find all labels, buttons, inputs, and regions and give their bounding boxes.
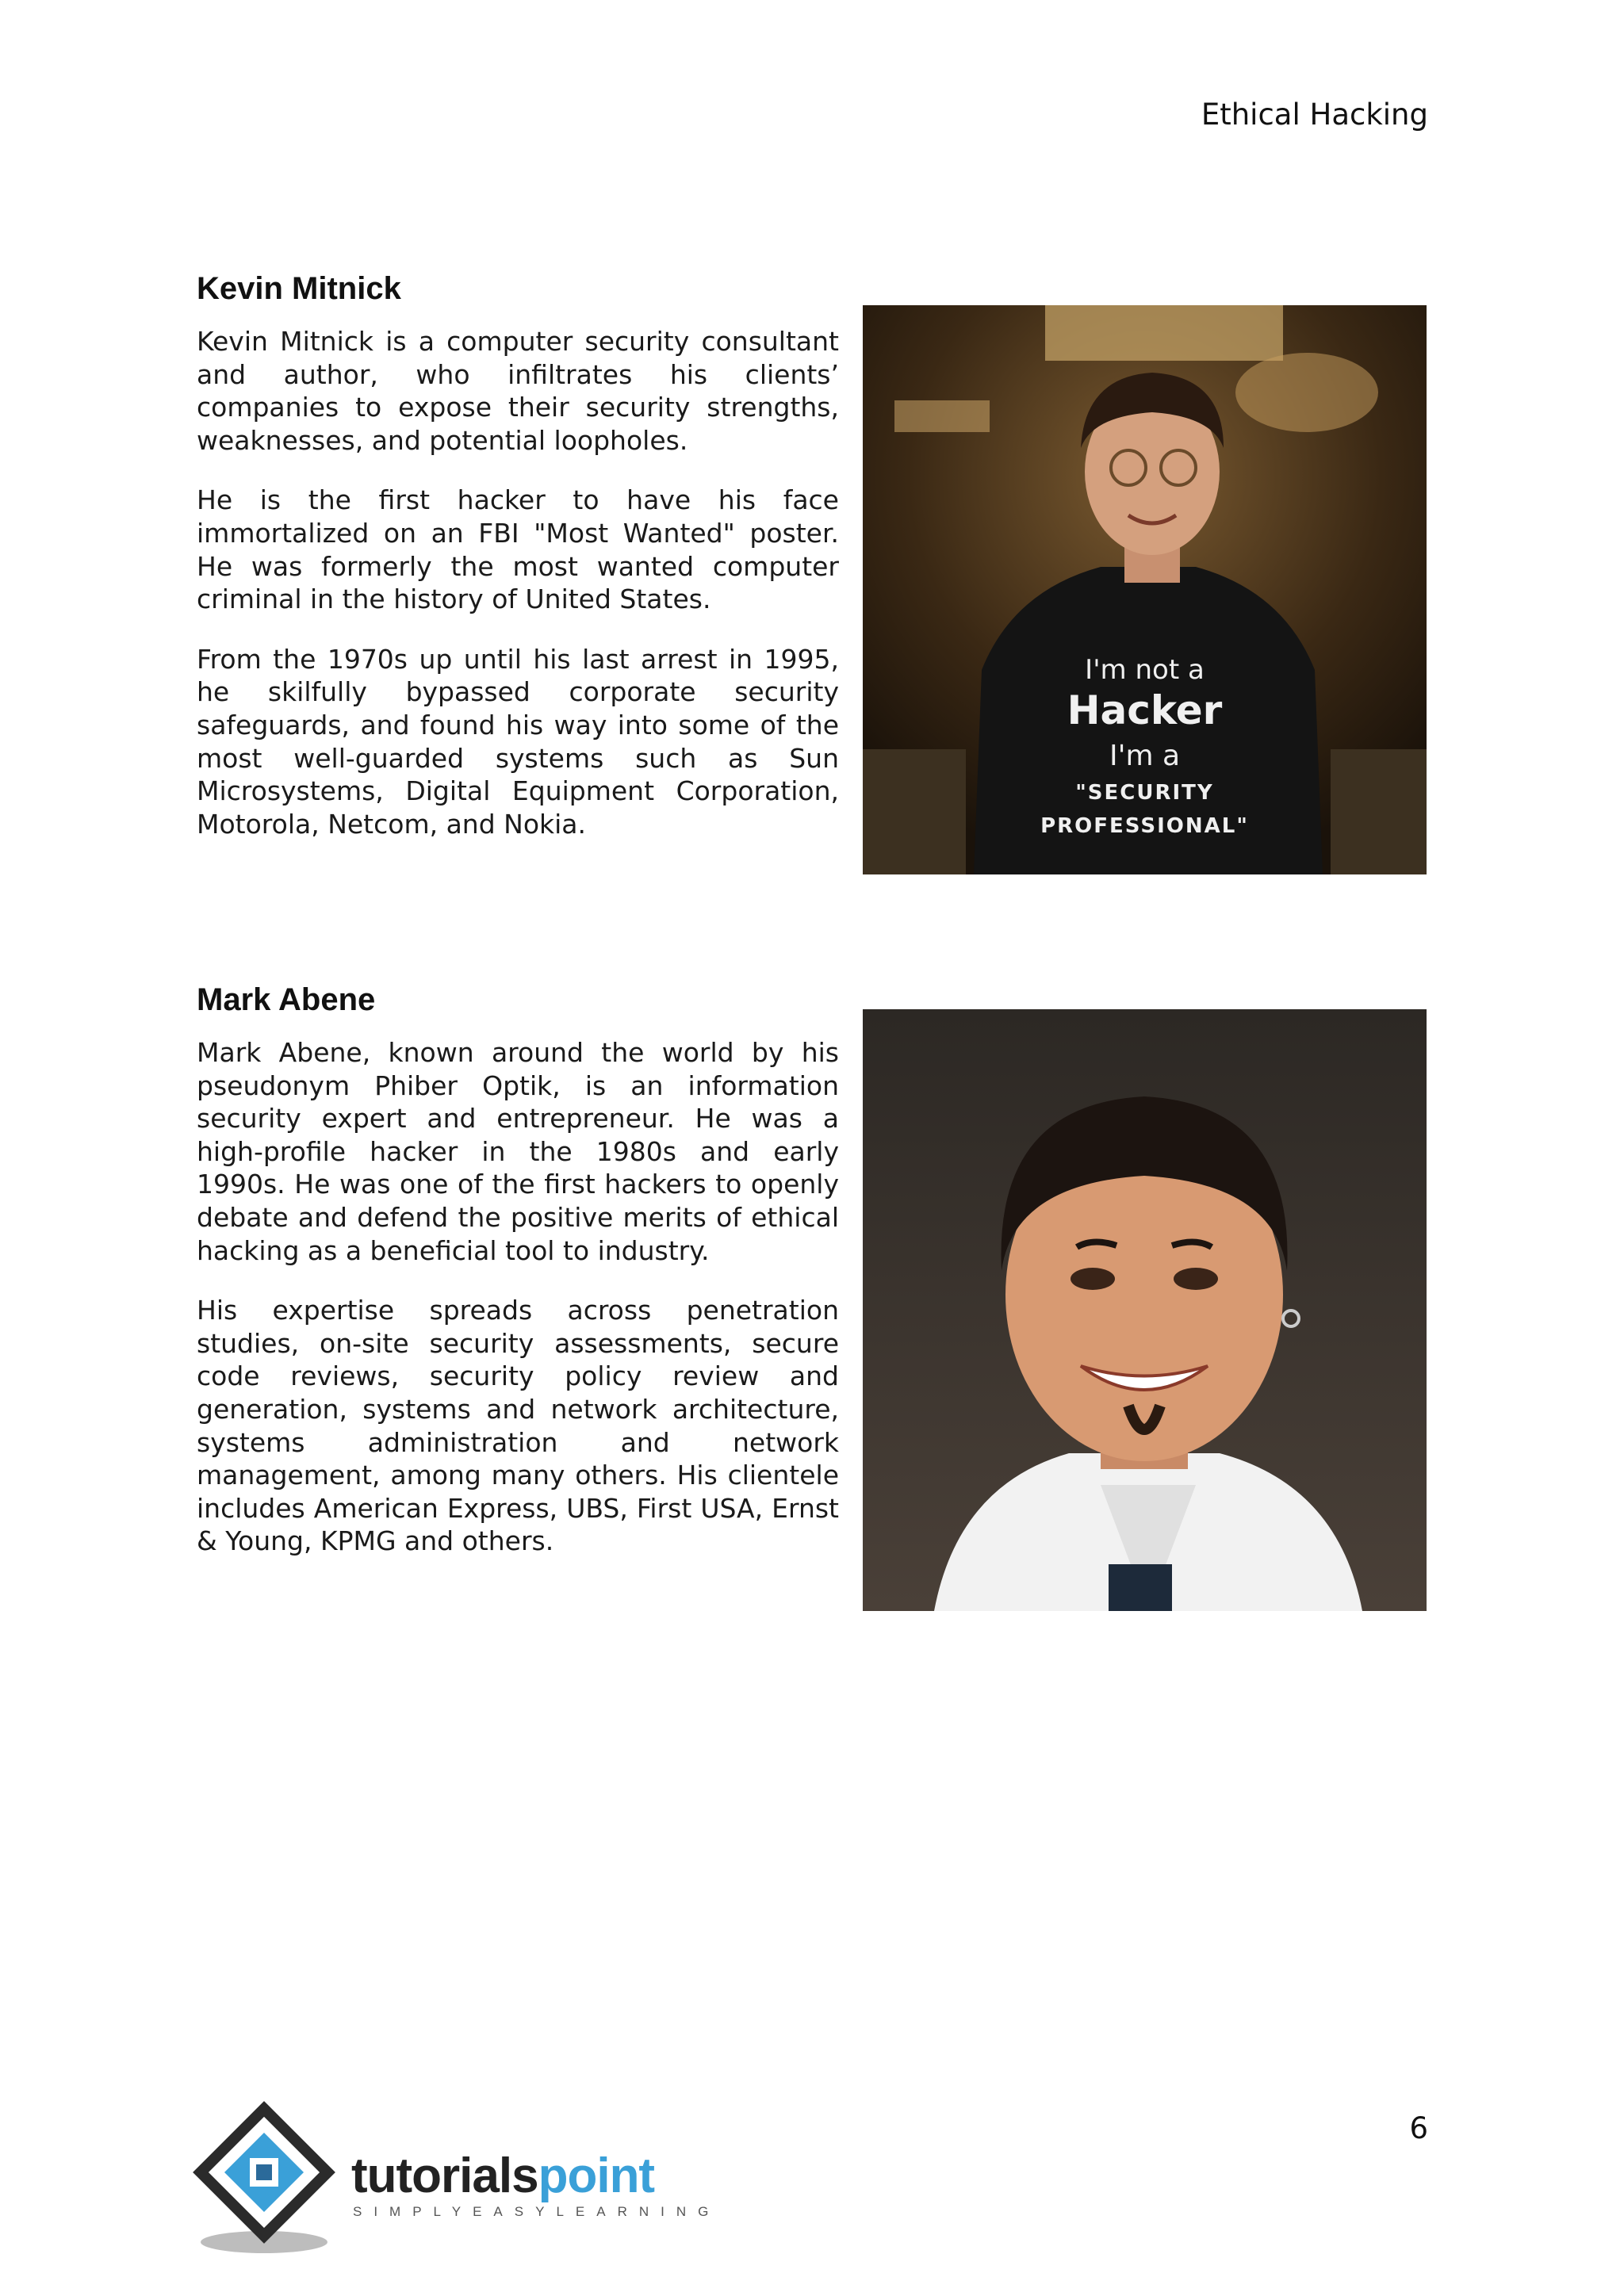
paragraph: Mark Abene, known around the world by his pseudonym Phiber Optik, is an information security expert and entrepreneur. He was a high-profile hacker in the 1980s and early 1990s. He was one of the first hackers to openly debate and defend the positive merits of ethical hacking as a beneficial tool to industry. (197, 1037, 839, 1266)
logo-emblem-icon (193, 2101, 351, 2260)
logo-wordmark (351, 2149, 654, 2204)
shirt-text-line: Hacker (1067, 687, 1223, 733)
bio-mark-abene (197, 1036, 839, 1585)
paragraph: Kevin Mitnick is a computer security consultant and author, who infiltrates his clients’ companies to expose their security strengths, weaknesses, and potential loopholes. (197, 326, 839, 456)
paragraph: He is the first hacker to have his face immortalized on an FBI "Most Wanted" poster. He was formerly the most wanted computer criminal in the history of United States. (197, 484, 839, 615)
logo-tagline: SIMPLYEASYLEARNING (353, 2204, 721, 2219)
photo-mark-abene (863, 1009, 1427, 1611)
page-number: 6 (1409, 2111, 1428, 2145)
shirt-text-line: I'm not a (1085, 654, 1205, 686)
bio-kevin-mitnick (197, 325, 839, 867)
section-heading-mark-abene: Mark Abene (197, 982, 376, 1017)
paragraph: His expertise spreads across penetration studies, on-site security assessments, secure code reviews, security policy review and generation, systems and network architecture, systems administration and network management, among many others. His clientele includes American Express, UBS, First USA, Ernst & Young, KPMG and others. (197, 1295, 839, 1557)
running-header: Ethical Hacking (1201, 98, 1428, 132)
shirt-text-line: "SECURITY (1075, 781, 1214, 805)
tutorialspoint-logo[interactable] (193, 2101, 732, 2260)
paragraph: From the 1970s up until his last arrest in 1995, he skilfully bypassed corporate security safeguards, and found his way into some of the most well-guarded systems such as Sun Microsystems, Digital Equipment Corporation, Motorola, Netcom, and Nokia. (197, 643, 839, 840)
section-heading-kevin-mitnick: Kevin Mitnick (197, 271, 401, 306)
photo-kevin-mitnick (863, 305, 1427, 874)
logo-word-tutorials: tutorials (351, 2149, 538, 2203)
logo-word-point: point (538, 2149, 655, 2203)
portrait-illustration (863, 1009, 1427, 1611)
shirt-text-line: PROFESSIONAL" (1040, 814, 1249, 838)
shirt-text-line: I'm a (1109, 740, 1181, 772)
